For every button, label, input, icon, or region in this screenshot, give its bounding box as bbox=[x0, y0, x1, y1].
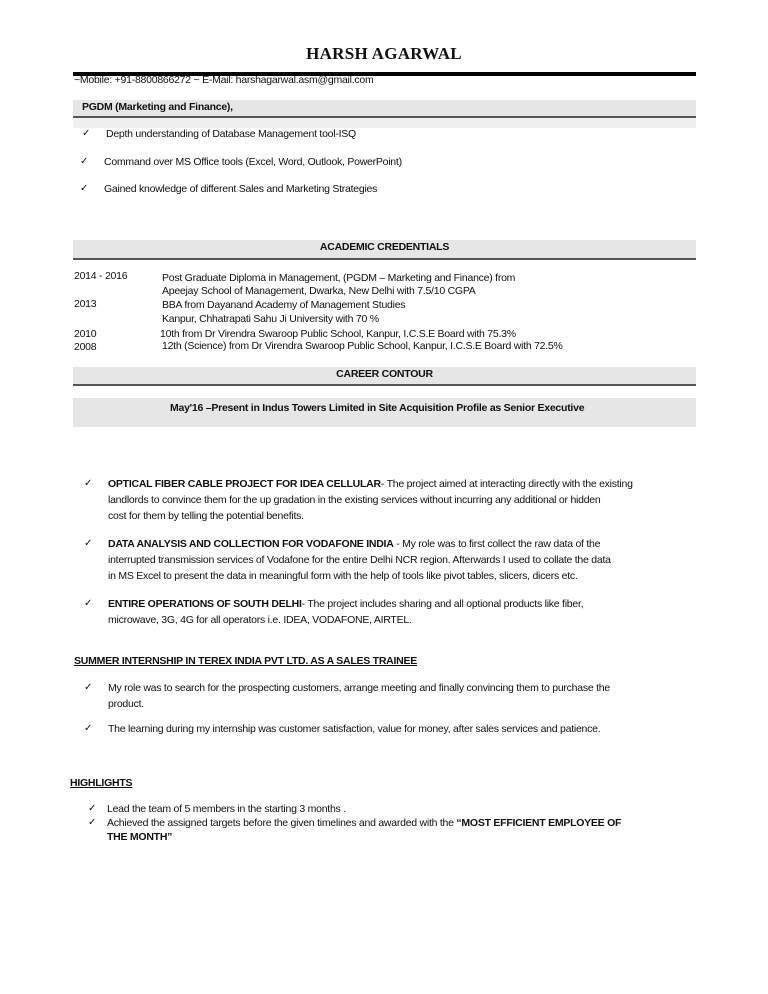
project-text: landlords to convince them for the up gradation in the existing services without incurring any additional or hidden bbox=[108, 494, 601, 506]
job-title: May'16 –Present in Indus Towers Limited in Site Acquisition Profile as Senior Executive bbox=[170, 402, 585, 414]
award-name-cont: THE MONTH” bbox=[107, 831, 173, 843]
project-title: DATA ANALYSIS AND COLLECTION FOR VODAFONE INDIA bbox=[108, 538, 394, 550]
project-item bbox=[108, 596, 583, 628]
award-name: “MOST EFFICIENT EMPLOYEE OF bbox=[456, 817, 622, 829]
project-title: OPTICAL FIBER CABLE PROJECT FOR IDEA CELLULAR bbox=[108, 478, 381, 490]
check-icon: ✓ bbox=[88, 803, 97, 814]
check-icon: ✓ bbox=[84, 682, 93, 693]
academic-rule bbox=[73, 258, 696, 260]
project-text: - The project includes sharing and all optional products like fiber, bbox=[301, 598, 584, 610]
academic-line: 12th (Science) from Dr Virendra Swaroop Public School, Kanpur, I.C.S.E Board with 72.5% bbox=[162, 340, 563, 352]
year: 2013 bbox=[74, 298, 97, 310]
internship-text: My role was to search for the prospecting customers, arrange meeting and finally convincing them to purchase the bbox=[108, 682, 610, 694]
project-text: cost for them by telling the potential benefits. bbox=[108, 510, 304, 522]
project-text: in MS Excel to present the data in meaningful form with the help of tools like pivot tables, slicers, dicers etc. bbox=[108, 570, 578, 582]
highlight-item bbox=[107, 816, 621, 844]
check-icon: ✓ bbox=[80, 183, 89, 194]
project-text: microwave, 3G, 4G for all operators i.e. IDEA, VODAFONE, AIRTEL. bbox=[108, 614, 412, 626]
career-rule bbox=[73, 384, 696, 386]
academic-line: Kanpur, Chhatrapati Sahu Ji University with 70 % bbox=[162, 313, 379, 325]
check-icon: ✓ bbox=[80, 156, 89, 167]
check-icon: ✓ bbox=[88, 817, 97, 828]
check-icon: ✓ bbox=[82, 128, 91, 139]
project-text: interrupted transmission services of Vodafone for the entire Delhi NCR region. Afterwards I used to collate the data bbox=[108, 554, 611, 566]
year: 2010 bbox=[74, 328, 97, 340]
highlight-text: Achieved the assigned targets before the given timelines and awarded with the bbox=[107, 817, 457, 829]
year: 2008 bbox=[74, 341, 97, 353]
degree-bar-shadow bbox=[73, 118, 696, 128]
career-title: CAREER CONTOUR bbox=[336, 368, 433, 380]
candidate-name: HARSH AGARWAL bbox=[306, 44, 462, 63]
skill-item: Gained knowledge of different Sales and Marketing Strategies bbox=[104, 183, 378, 195]
internship-title: SUMMER INTERNSHIP IN TEREX INDIA PVT LTD. AS A SALES TRAINEE bbox=[74, 655, 417, 667]
skill-item: Depth understanding of Database Management tool-ISQ bbox=[106, 128, 356, 140]
project-item bbox=[108, 476, 633, 524]
contact-line: ~Mobile: +91-8800866272 ~ E-Mail: harshagarwal.asm@gmail.com bbox=[74, 74, 374, 86]
academic-title: ACADEMIC CREDENTIALS bbox=[319, 241, 450, 253]
project-text: - The project aimed at interacting directly with the existing bbox=[380, 478, 633, 490]
skill-item: Command over MS Office tools (Excel, Word, Outlook, PowerPoint) bbox=[104, 156, 402, 168]
check-icon: ✓ bbox=[84, 598, 93, 609]
internship-text: The learning during my internship was customer satisfaction, value for money, after sales services and patience. bbox=[108, 723, 601, 735]
internship-text: product. bbox=[108, 698, 144, 710]
internship-item bbox=[108, 680, 610, 712]
academic-line: BBA from Dayanand Academy of Management Studies bbox=[162, 299, 406, 311]
project-text: - My role was to first collect the raw data of the bbox=[393, 538, 601, 550]
degree-title: PGDM (Marketing and Finance), bbox=[82, 101, 233, 113]
check-icon: ✓ bbox=[84, 478, 93, 489]
academic-line: Apeejay School of Management, Dwarka, New Delhi with 7.5/10 CGPA bbox=[162, 285, 476, 297]
check-icon: ✓ bbox=[84, 538, 93, 549]
year: 2014 - 2016 bbox=[74, 270, 128, 282]
academic-line: Post Graduate Diploma in Management, (PGDM – Marketing and Finance) from bbox=[162, 272, 516, 284]
project-title: ENTIRE OPERATIONS OF SOUTH DELHI bbox=[108, 598, 302, 610]
academic-line: 10th from Dr Virendra Swaroop Public School, Kanpur, I.C.S.E Board with 75.3% bbox=[160, 328, 516, 340]
highlight-item: Lead the team of 5 members in the starting 3 months . bbox=[107, 803, 346, 815]
check-icon: ✓ bbox=[84, 723, 93, 734]
project-item bbox=[108, 536, 611, 584]
internship-item bbox=[108, 721, 600, 737]
highlights-title: HIGHLIGHTS bbox=[70, 777, 133, 789]
